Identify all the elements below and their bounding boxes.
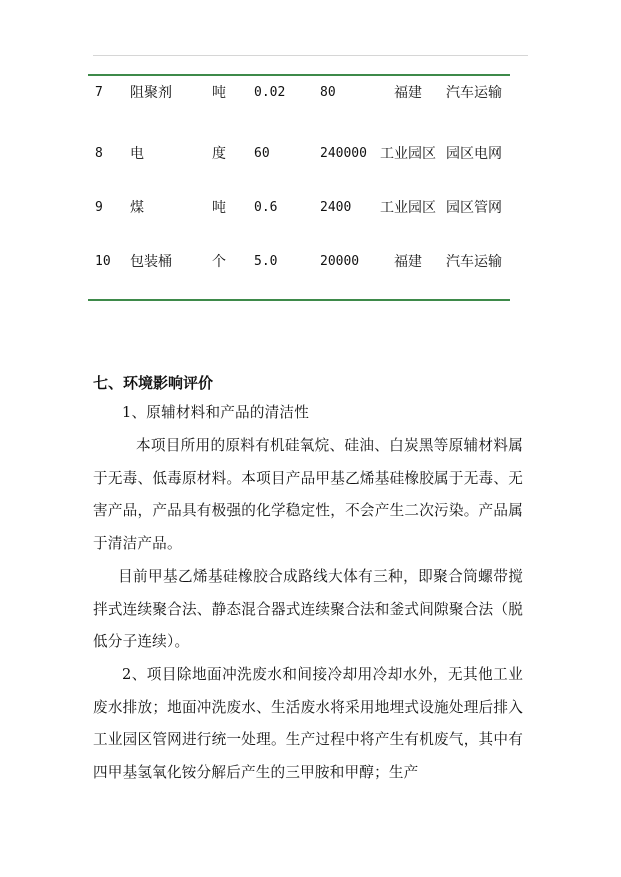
material-source: 工业园区 <box>380 200 436 216</box>
material-unit: 个 <box>212 254 226 270</box>
unit-consumption: 5.0 <box>254 254 278 269</box>
material-unit: 度 <box>212 146 226 162</box>
material-source: 福建 <box>394 85 422 101</box>
unit-consumption: 60 <box>254 146 270 161</box>
page-header-rule <box>93 55 528 56</box>
material-name: 煤 <box>130 200 144 216</box>
paragraph-cleanliness: 本项目所用的原料有机硅氧烷、硅油、白炭黑等原辅材料属于无毒、低毒原材料。本项目产品甲基乙烯基硅橡胶属于无毒、无害产品，产品具有极强的化学稳定性，不会产生二次污染。产品属于清洁产品。 <box>93 437 523 552</box>
table-top-rule <box>88 74 510 76</box>
material-name: 电 <box>130 146 144 162</box>
unit-consumption: 0.02 <box>254 85 286 100</box>
material-source: 工业园区 <box>380 146 436 162</box>
transport-method: 汽车运输 <box>446 254 502 270</box>
annual-consumption: 240000 <box>320 146 367 161</box>
row-number: 7 <box>95 85 103 100</box>
material-name: 阻聚剂 <box>130 85 172 101</box>
section-heading: 七、环境影响评价 <box>93 374 214 392</box>
transport-method: 园区电网 <box>446 146 502 162</box>
material-unit: 吨 <box>212 85 226 101</box>
material-source: 福建 <box>394 254 422 270</box>
annual-consumption: 2400 <box>320 200 352 215</box>
transport-method: 汽车运输 <box>446 85 502 101</box>
paragraph-synthesis-routes: 目前甲基乙烯基硅橡胶合成路线大体有三种，即聚合筒螺带搅拌式连续聚合法、静态混合器式连续聚合法和釜式间隙聚合法（脱低分子连续）。 <box>93 568 523 651</box>
material-unit: 吨 <box>212 200 226 216</box>
material-name: 包装桶 <box>130 254 172 270</box>
unit-consumption: 0.6 <box>254 200 278 215</box>
table-bottom-rule <box>88 299 510 301</box>
paragraph-wastewater: 2、项目除地面冲洗废水和间接冷却用冷却水外，无其他工业废水排放；地面冲洗废水、生活废水将采用地埋式设施处理后排入工业园区管网进行统一处理。生产过程中将产生有机废气，其中有四甲基氢氧化铵分解后产生的三甲胺和甲醇；生产 <box>93 666 523 781</box>
annual-consumption: 20000 <box>320 254 360 269</box>
subheading-cleanliness: 1、原辅材料和产品的清洁性 <box>122 404 310 421</box>
row-number: 8 <box>95 146 103 161</box>
annual-consumption: 80 <box>320 85 336 100</box>
transport-method: 园区管网 <box>446 200 502 216</box>
row-number: 10 <box>95 254 111 269</box>
row-number: 9 <box>95 200 103 215</box>
